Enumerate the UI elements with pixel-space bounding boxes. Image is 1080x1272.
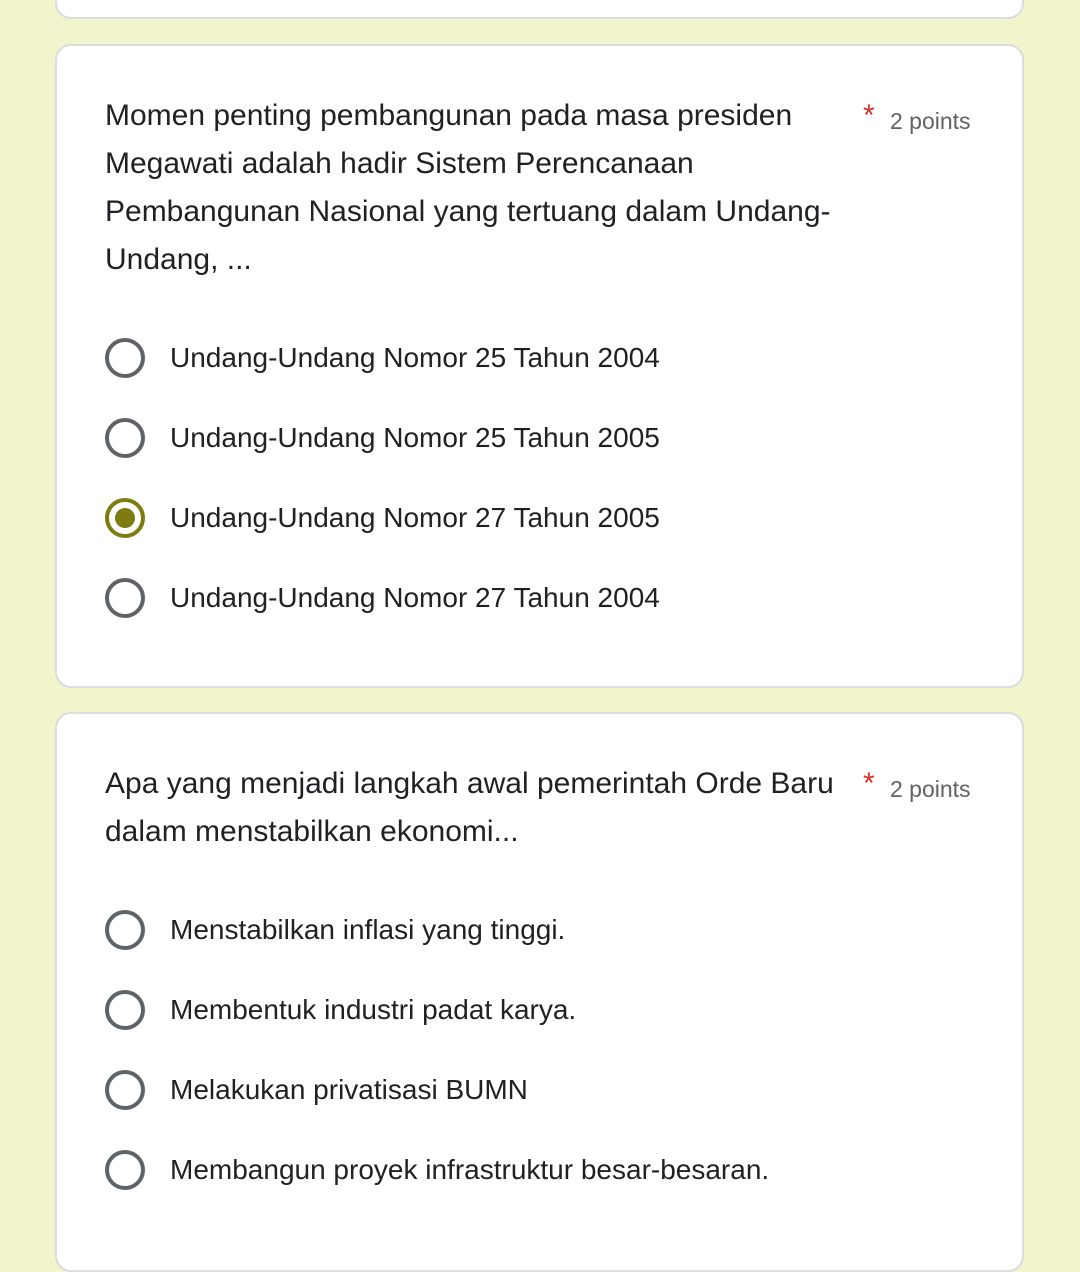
answer-option-selected[interactable] (105, 488, 925, 548)
option-label: Undang-Undang Nomor 25 Tahun 2004 (170, 342, 660, 373)
answer-option[interactable] (105, 900, 925, 960)
question-card-2 (55, 712, 1024, 1272)
radio-unchecked-icon[interactable] (105, 990, 145, 1030)
answer-option[interactable] (105, 1140, 925, 1200)
radio-unchecked-icon[interactable] (105, 338, 145, 378)
radio-checked-icon[interactable] (105, 498, 145, 538)
question-points: 2 points (890, 776, 971, 802)
radio-unchecked-icon[interactable] (105, 578, 145, 618)
question-title: Apa yang menjadi langkah awal pemerintah Orde Baru dalam menstabilkan ekonomi... (105, 767, 834, 848)
radio-unchecked-icon[interactable] (105, 1150, 145, 1190)
answer-option[interactable] (105, 328, 925, 388)
answer-option[interactable] (105, 568, 925, 628)
answer-option[interactable] (105, 408, 925, 468)
option-label: Undang-Undang Nomor 27 Tahun 2005 (170, 502, 660, 533)
required-asterisk-icon: * (863, 99, 875, 132)
radio-unchecked-icon[interactable] (105, 418, 145, 458)
option-label: Menstabilkan inflasi yang tinggi. (170, 914, 566, 945)
question-title: Momen penting pembangunan pada masa presiden Megawati adalah hadir Sistem Perencanaan Pembangunan Nasional yang tertuang dalam Undang-Undang, ... (105, 99, 831, 276)
question-points: 2 points (890, 108, 971, 134)
option-label: Membangun proyek infrastruktur besar-besaran. (170, 1154, 770, 1185)
option-label: Undang-Undang Nomor 27 Tahun 2004 (170, 582, 660, 613)
answer-option[interactable] (105, 1060, 925, 1120)
question-card-1 (55, 44, 1024, 688)
required-asterisk-icon: * (863, 767, 875, 800)
radio-unchecked-icon[interactable] (105, 910, 145, 950)
radio-unchecked-icon[interactable] (105, 1070, 145, 1110)
option-label: Undang-Undang Nomor 25 Tahun 2005 (170, 422, 660, 453)
answer-option[interactable] (105, 980, 925, 1040)
previous-question-card (55, 0, 1024, 19)
option-label: Melakukan privatisasi BUMN (170, 1074, 528, 1105)
option-label: Membentuk industri padat karya. (170, 994, 577, 1025)
